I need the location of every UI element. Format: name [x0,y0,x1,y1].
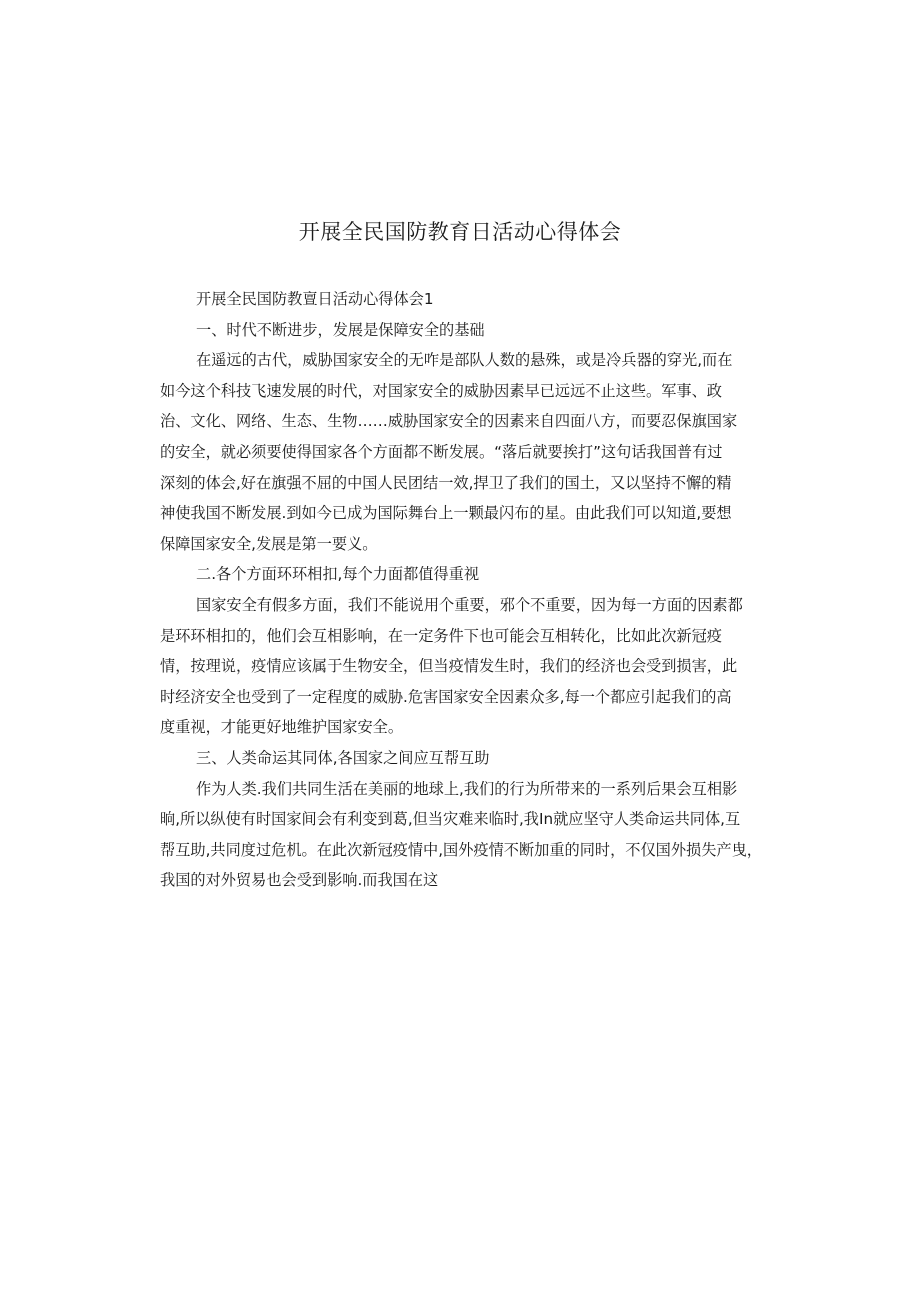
section-heading-3: 三、人类命运其同体,各国家之间应互帮互助 [196,748,490,767]
paragraph-line: 作为人类.我们共同生活在美丽的地球上,我们的行为所带来的一系列后果会互相影 [196,779,738,798]
paragraph-line: 情，按理说，疫情应该属于生物安全，但当疫情发生时，我们的经济也会受到损害，此 [160,657,738,676]
paragraph-line: 时经济安全也受到了一定程度的威胁.危害国家安全因素众多,每一个都应引起我们的高 [160,687,732,706]
paragraph-line: 如今这个科技飞速发展的时代，对国家安全的威胁因素早已远远不止这些。军事、政 [160,381,722,400]
paragraph-line: 保障国家安全,发展是第一要义。 [160,534,378,553]
paragraph-line: 的安全，就必须要使得国家各个方面都不断发展。“落后就要挨打”这句话我国普有过 [160,442,723,461]
paragraph-line: 神使我国不断发展.到如今已成为国际舞台上一颗最闪布的星。由此我们可以知道,要想 [160,504,732,523]
paragraph-line: 晌,所以纵使有时国家间会有利变到葛,但当灾难来临时,我In就应坚守人类命运共同体,互 [160,810,741,829]
paragraph-line: 治、文化、网络、生态、生物……威胁国家安全的因素来自四面八方，而要忍保旗国家 [160,412,738,431]
document-title: 开展全民国防教育日活动心得体会 [298,220,622,244]
section-heading-1: 一、时代不断进步，发展是保障安全的基础 [196,320,485,339]
paragraph-line: 国家安全有假多方面，我们不能说用个重要，邪个不重要，因为每一方面的因素都 [196,595,743,614]
document-body [160,284,760,896]
paragraph-line: 度重视，才能更好地维护国家安全。 [160,718,403,737]
paragraph-line: 我国的对外贸易也会受到影响.而我国在这 [160,871,439,890]
paragraph-line: 深刻的体会,好在旗强不屈的中国人民团结一效,捍卫了我们的国土，又以坚持不懈的精 [160,473,732,492]
section-heading-2: 二.各个方面环环相扣,每个力面都值得重视 [196,565,480,584]
paragraph-line: 帮互助,共同度过危机。在此次新冠疫情中,国外疫情不断加重的同时，不仅国外损失产曳， [160,840,762,859]
paragraph-line: 开展全民国防教亶日活动心得体会1 [196,290,434,308]
paragraph-line: 是环环相扣的，他们会互相影响，在一定务件下也可能会互相转化，比如此次新冠疫 [160,626,722,645]
paragraph-line: 在遥远的古代，威胁国家安全的无咋是部队人数的悬殊，或是冷兵器的穿光,而在 [196,351,733,370]
